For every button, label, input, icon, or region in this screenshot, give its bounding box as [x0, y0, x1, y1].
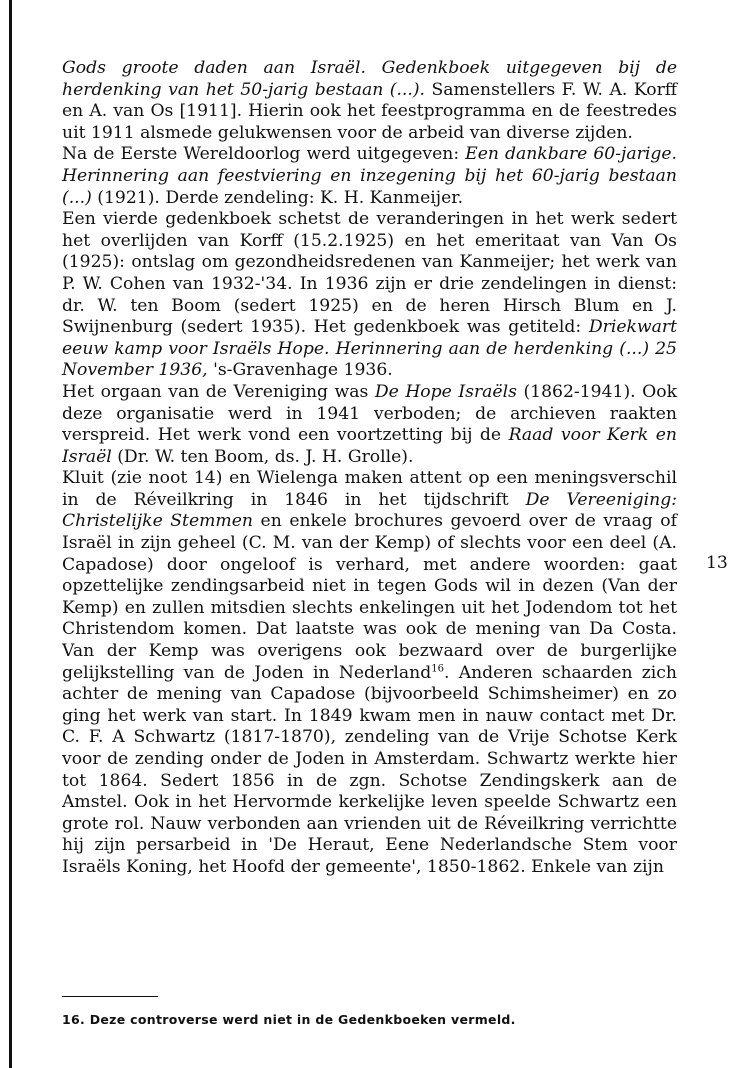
text-run: (1862-1941). Ook deze organisatie werd in 1941 verboden; de archieven raakten verspreid. Het werk vond een voortzetting bij de — [62, 381, 677, 446]
page-number: 13 — [706, 553, 728, 573]
text-run: Na de Eerste Wereldoorlog werd uitgegeven: — [62, 144, 466, 165]
paragraph — [62, 382, 677, 468]
text-run: en enkele brochures gevoerd over de vraag of Israël in zijn geheel (C. M. van der Kemp) of slechts voor een deel (A. Capadose) door ongeloof is verhard, met andere woorden: gaat opzettelijke zendingsarbeid niet in tegen Gods wil in dezen (Van der Kemp) en zullen mitsdien slechts enkelingen uit het Jodendom tot het Christendom komen. Dat laatste was ook de mening van Da Costa. Van der Kemp was overigens ook bezwaard over de burgerlijke gelijkstelling van de Joden in Nederland — [62, 511, 677, 683]
text-run: . Anderen schaarden zich achter de mening van Capadose (bijvoorbeeld Schimsheimer) en zo ging het werk van start. In 1849 kwam men in nauw contact met Dr. C. F. A Schwartz (1817-1870), zendeling van de Vrije Schotse Kerk voor de zending onder de Joden in Amsterdam. Schwartz werkte hier tot 1864. Sedert 1856 in de zgn. Schotse Zendingskerk aan de Amstel. Ook in het Hervormde kerkelijke leven speelde Schwartz een grote rol. Nauw verbonden aan vrienden uit de Réveilkring verrichtte hij zijn persarbeid in 'De Heraut, Eene Nederlandsche Stem voor Israëls Koning, het Hoofd der gemeente', 1850-1862. Enkele van zijn — [62, 662, 677, 877]
footnote-separator — [62, 996, 158, 997]
italic-text: Raad voor Kerk en Israël — [62, 425, 677, 467]
text-run: Samenstellers F. W. A. Korff en A. van Os [1911]. Hierin ook het feestprogramma en de feestredes uit 1911 alsmede gelukwensen voor de arbeid van diverse zijden. — [62, 79, 677, 143]
footnote-number: 16. — [62, 1012, 86, 1027]
paragraph — [62, 468, 677, 878]
italic-text: Gods groote daden aan Israël. Gedenkboek uitgegeven bij de herdenking van het 50-jarig bestaan (...). — [62, 58, 677, 100]
italic-text: De Hope Israëls — [374, 381, 517, 402]
italic-text: De Vereeniging: Christelijke Stemmen — [62, 489, 677, 532]
footnote-reference: 16 — [431, 662, 444, 674]
footnote-text: Deze controverse werd niet in de Gedenkboeken vermeld. — [89, 1012, 516, 1027]
text-run: Een vierde gedenkboek schetst de veranderingen in het werk sedert het overlijden van Korff (15.2.1925) en het emeritaat van Van Os (1925): ontslag om gezondheidsredenen van Kanmeijer; het werk van P. W. Cohen van 1932-'34. In 1936 zijn er drie zendelingen in dienst: dr. W. ten Boom (sedert 1925) en de heren Hirsch Blum en J. Swijnenburg (sedert 1935). Het gedenkboek was getiteld: — [62, 209, 677, 338]
body-text — [62, 58, 677, 879]
paragraph — [62, 209, 677, 382]
paragraph — [62, 144, 677, 209]
text-run: (Dr. W. ten Boom, ds. J. H. Grolle). — [111, 446, 414, 467]
text-run: Het orgaan van de Vereniging was — [62, 381, 375, 402]
text-run: 's-Gravenhage 1936. — [207, 360, 393, 381]
left-margin-rule — [9, 0, 12, 1068]
italic-text: Driekwart eeuw kamp voor Israëls Hope. Herinnering aan de herdenking (...) 25 November 1936, — [62, 317, 677, 381]
italic-text: Een dankbare 60-jarige. Herinnering aan feestviering en inzegening bij het 60-jarig bestaan (...) — [62, 144, 677, 208]
text-run: Kluit (zie noot 14) en Wielenga maken attent op een meningsverschil in de Réveilkring in 1846 in het tijdschrift — [62, 468, 677, 510]
text-run: (1921). Derde zendeling: K. H. Kanmeijer. — [91, 187, 464, 208]
paragraph — [62, 58, 677, 144]
footnote-16 — [62, 1012, 677, 1028]
